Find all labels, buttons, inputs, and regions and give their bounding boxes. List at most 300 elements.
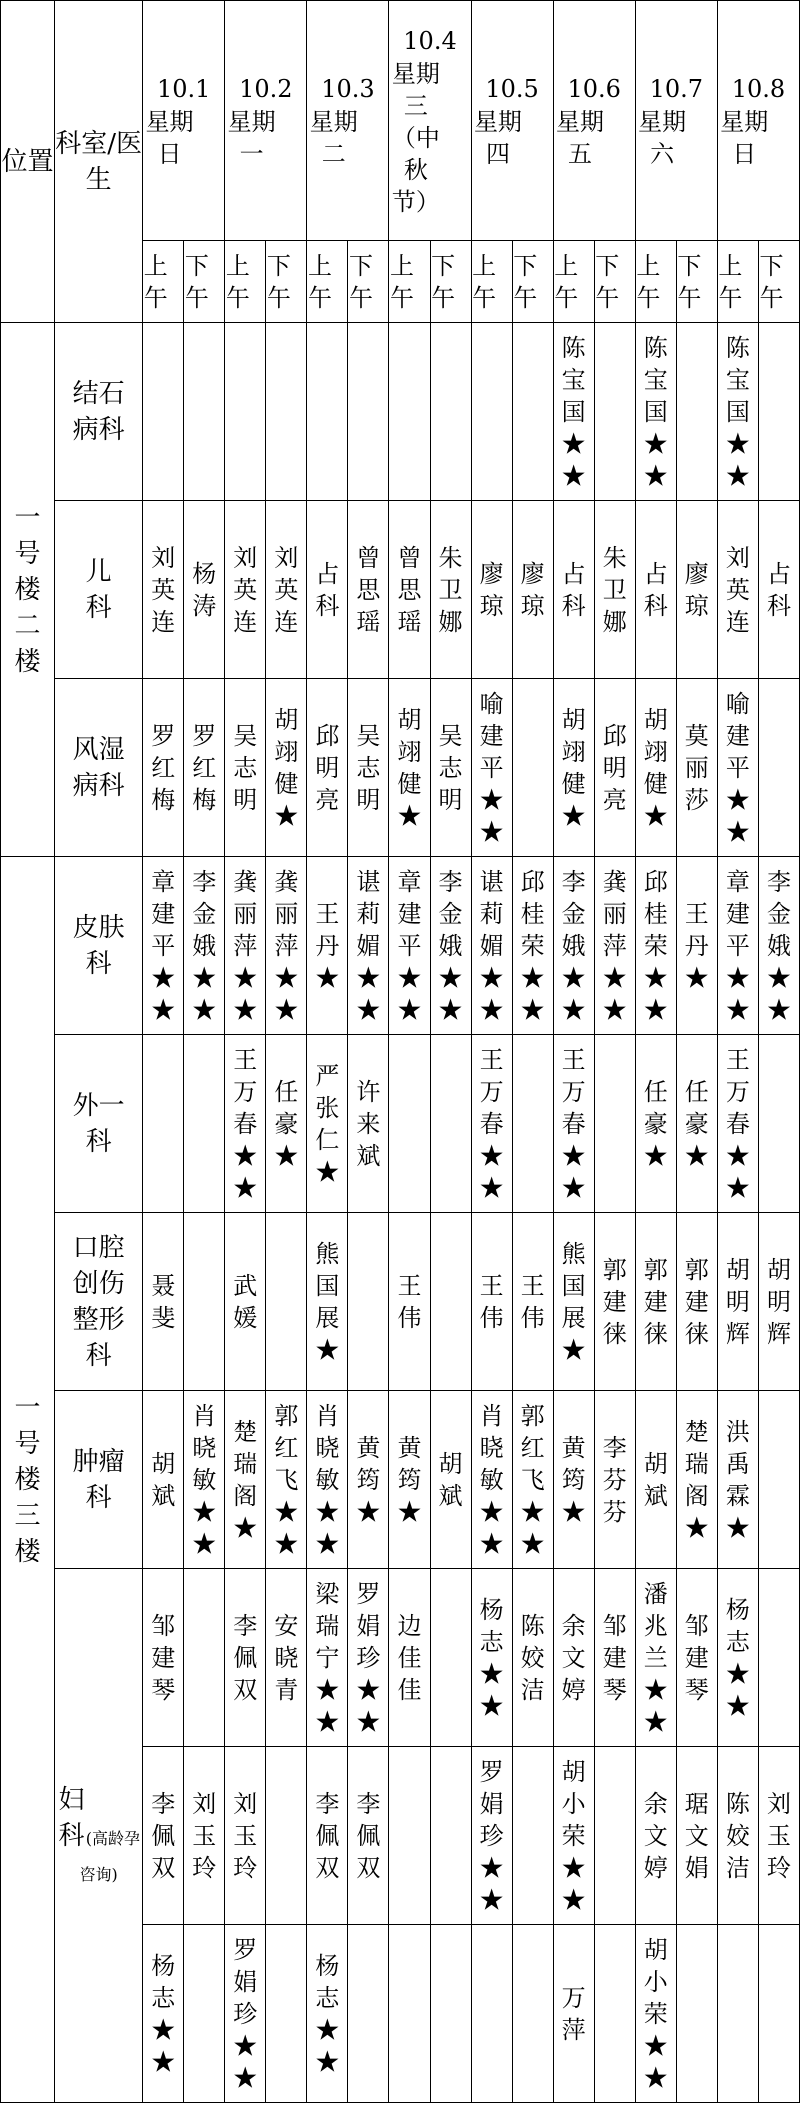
doctor-name: 占科 (561, 559, 586, 620)
doctor-name: 余文婷 (561, 1611, 586, 1704)
day-header-0 (143, 1, 225, 241)
schedule-cell (758, 1035, 799, 1213)
department-name: 妇科 (58, 1784, 85, 1851)
day-date: 10.2 (239, 74, 293, 103)
am-header (635, 241, 676, 323)
doctor-name: 胡明辉 (725, 1255, 750, 1348)
schedule-cell (594, 857, 635, 1035)
doctor-name: 肖晓敏★★ (192, 1401, 217, 1558)
floor-cell (1, 857, 55, 2103)
schedule-cell (758, 857, 799, 1035)
schedule-cell (225, 1747, 266, 1925)
doctor-name: 刘英连 (151, 543, 176, 636)
doctor-name: 陈姣洁 (725, 1789, 750, 1882)
schedule-cell (512, 323, 553, 501)
doctor-name: 王伟 (479, 1271, 504, 1332)
schedule-cell (184, 323, 225, 501)
schedule-cell (348, 679, 389, 857)
schedule-cell (635, 1035, 676, 1213)
day-header-1 (225, 1, 307, 241)
department-cell (55, 1391, 143, 1569)
schedule-cell (553, 1925, 594, 2103)
schedule-cell (717, 1569, 758, 1747)
schedule-cell (430, 1747, 471, 1925)
doctor-name: 陈宝国★★ (561, 333, 586, 490)
doctor-name: 吴志明 (356, 721, 381, 814)
day-header-5 (553, 1, 635, 241)
schedule-cell (225, 1569, 266, 1747)
doctor-name: 莫丽莎 (684, 721, 709, 814)
schedule-cell (594, 679, 635, 857)
schedule-cell (594, 501, 635, 679)
schedule-cell (266, 1035, 307, 1213)
schedule-cell (512, 857, 553, 1035)
schedule-cell (389, 679, 430, 857)
schedule-cell (266, 323, 307, 501)
schedule-cell (758, 1925, 799, 2103)
doctor-name: 郭红飞★★ (520, 1401, 545, 1558)
schedule-cell (307, 1925, 348, 2103)
doctor-name: 王万春★★ (479, 1045, 504, 1202)
doctor-name: 琚文娟 (684, 1789, 709, 1882)
schedule-cell (594, 1213, 635, 1391)
doctor-name: 曾思瑶 (356, 543, 381, 636)
day-header-4 (471, 1, 553, 241)
schedule-cell (307, 323, 348, 501)
am-header (307, 241, 348, 323)
doctor-name: 边佳佳 (397, 1611, 422, 1704)
schedule-cell (266, 857, 307, 1035)
pm-label: 下午 (349, 251, 373, 312)
doctor-name: 廖琼 (684, 559, 709, 620)
header-row-dates (1, 1, 800, 241)
schedule-cell (758, 1747, 799, 1925)
department-cell (55, 857, 143, 1035)
day-header-6 (635, 1, 717, 241)
schedule-cell (225, 679, 266, 857)
pm-label: 下午 (677, 251, 702, 312)
position-header: 位置 (1, 1, 55, 323)
schedule-cell (430, 1391, 471, 1569)
doctor-name: 胡翊健★ (397, 705, 422, 830)
doctor-name: 郭建徕 (602, 1255, 627, 1348)
doctor-name: 刘玉玲 (766, 1789, 791, 1882)
department-cell (55, 1213, 143, 1391)
doctor-name: 王丹★ (684, 899, 709, 992)
schedule-cell (635, 857, 676, 1035)
schedule-cell (389, 857, 430, 1035)
doctor-name: 刘英连 (233, 543, 258, 636)
doctor-name: 吴志明 (233, 721, 258, 814)
doctor-name: 任豪★ (274, 1077, 299, 1170)
schedule-cell (758, 1213, 799, 1391)
am-header (225, 241, 266, 323)
pm-header (758, 241, 799, 323)
schedule-cell (430, 857, 471, 1035)
pm-label: 下午 (759, 251, 784, 312)
schedule-cell (676, 1747, 717, 1925)
schedule-cell (184, 1391, 225, 1569)
am-label: 上午 (472, 251, 497, 312)
schedule-cell (307, 501, 348, 679)
schedule-cell (143, 1213, 184, 1391)
doctor-name: 任豪★ (684, 1077, 709, 1170)
schedule-cell (717, 679, 758, 857)
department-cell (55, 1569, 143, 2103)
schedule-cell (512, 1213, 553, 1391)
schedule-cell (348, 1391, 389, 1569)
schedule-cell (143, 679, 184, 857)
department-cell (55, 501, 143, 679)
schedule-cell (184, 679, 225, 857)
schedule-cell (143, 501, 184, 679)
schedule-cell (471, 679, 512, 857)
schedule-cell (717, 1925, 758, 2103)
schedule-cell (184, 857, 225, 1035)
doctor-name: 杨志★★ (151, 1951, 176, 2076)
schedule-cell (348, 1213, 389, 1391)
doctor-name: 陈姣洁 (520, 1611, 545, 1704)
doctor-name: 罗红梅 (192, 721, 217, 814)
schedule-cell (635, 323, 676, 501)
schedule-cell (348, 501, 389, 679)
schedule-cell (471, 1747, 512, 1925)
schedule-cell (471, 501, 512, 679)
day-weekday: 星期二 (309, 107, 358, 168)
doctor-name: 黄筠★ (561, 1433, 586, 1526)
doctor-name: 章建平★★ (397, 867, 422, 1024)
day-weekday: 星期六 (638, 107, 687, 168)
schedule-cell (225, 1925, 266, 2103)
doctor-name: 任豪★ (643, 1077, 668, 1170)
doctor-name: 陈宝国★★ (643, 333, 668, 490)
schedule-cell (225, 857, 266, 1035)
schedule-cell (430, 323, 471, 501)
am-header (389, 241, 430, 323)
doctor-name: 邹建琴 (602, 1611, 627, 1704)
doctor-name: 廖琼 (479, 559, 504, 620)
department-name: 肿瘤科 (72, 1446, 125, 1513)
day-weekday: 星期一 (227, 107, 276, 168)
schedule-cell (635, 1747, 676, 1925)
schedule-cell (512, 1925, 553, 2103)
doctor-name: 罗红梅 (151, 721, 176, 814)
doctor-name: 喻建平★★ (479, 689, 504, 846)
schedule-cell (225, 1213, 266, 1391)
day-date: 10.6 (567, 74, 621, 103)
am-label: 上午 (307, 251, 332, 312)
am-label: 上午 (718, 251, 743, 312)
department-note: (高龄孕咨询) (79, 1828, 141, 1884)
doctor-name: 胡小荣★★ (643, 1935, 668, 2092)
schedule-cell (758, 323, 799, 501)
pm-label: 下午 (266, 251, 291, 312)
schedule-cell (635, 501, 676, 679)
schedule-row (1, 679, 800, 857)
department-name: 皮肤科 (72, 912, 125, 979)
doctor-name: 李芬芬 (602, 1433, 627, 1526)
doctor-name: 李佩双 (233, 1611, 258, 1704)
schedule-cell (635, 1925, 676, 2103)
schedule-cell (184, 1925, 225, 2103)
am-label: 上午 (636, 251, 661, 312)
schedule-cell (348, 323, 389, 501)
schedule-cell (184, 1035, 225, 1213)
schedule-cell (430, 1213, 471, 1391)
schedule-cell (594, 1747, 635, 1925)
schedule-cell (348, 1925, 389, 2103)
schedule-cell (717, 323, 758, 501)
schedule-cell (512, 1747, 553, 1925)
doctor-name: 胡明辉 (766, 1255, 791, 1348)
doctor-name: 谌莉媚★★ (479, 867, 504, 1024)
schedule-cell (676, 1035, 717, 1213)
day-date: 10.3 (321, 74, 375, 103)
doctor-name: 胡翊健★ (643, 705, 668, 830)
pm-label: 下午 (431, 251, 456, 312)
schedule-cell (553, 1747, 594, 1925)
day-weekday: 星期四 (473, 107, 522, 168)
doctor-name: 胡斌 (643, 1449, 668, 1510)
doctor-name: 聂斐 (151, 1271, 176, 1332)
doctor-name: 郭建徕 (684, 1255, 709, 1348)
doctor-name: 万萍 (561, 1983, 586, 2044)
schedule-cell (758, 1391, 799, 1569)
schedule-cell (758, 1569, 799, 1747)
schedule-cell (676, 1213, 717, 1391)
doctor-name: 章建平★★ (725, 867, 750, 1024)
doctor-name: 罗娟珍★★ (356, 1579, 381, 1736)
am-label: 上午 (390, 251, 415, 312)
doctor-name: 李佩双 (356, 1789, 381, 1882)
doctor-name: 廖琼 (520, 559, 545, 620)
schedule-cell (676, 501, 717, 679)
schedule-cell (430, 679, 471, 857)
schedule-cell (676, 1391, 717, 1569)
doctor-name: 严张仁★ (315, 1061, 340, 1186)
schedule-cell (471, 1569, 512, 1747)
day-date: 10.7 (649, 74, 703, 103)
schedule-cell (307, 1747, 348, 1925)
doctor-name: 王伟 (397, 1271, 422, 1332)
doctor-name: 罗娟珍★★ (479, 1757, 504, 1914)
schedule-row (1, 1391, 800, 1569)
schedule-cell (307, 857, 348, 1035)
pm-header (184, 241, 225, 323)
schedule-cell (758, 501, 799, 679)
department-name: 结石病科 (72, 378, 125, 445)
doctor-name: 刘玉玲 (192, 1789, 217, 1882)
schedule-cell (225, 1391, 266, 1569)
doctor-name: 潘兆兰★★ (643, 1579, 668, 1736)
day-date: 10.1 (157, 74, 211, 103)
doctor-name: 王丹★ (315, 899, 340, 992)
doctor-name: 梁瑞宁★★ (315, 1579, 340, 1736)
doctor-name: 杨志★★ (479, 1595, 504, 1720)
doctor-name: 朱卫娜 (438, 543, 463, 636)
doctor-name: 胡斌 (151, 1449, 176, 1510)
doctor-name: 胡翊健★ (561, 705, 586, 830)
doctor-name: 罗娟珍★★ (233, 1935, 258, 2092)
schedule-cell (143, 1569, 184, 1747)
day-weekday: 星期日 (145, 107, 194, 168)
schedule-cell (594, 323, 635, 501)
schedule-row (1, 1569, 800, 1747)
am-header (717, 241, 758, 323)
department-name: 儿科 (85, 556, 112, 623)
doctor-name: 许来斌 (356, 1077, 381, 1170)
doctor-name: 王伟 (520, 1271, 545, 1332)
doctor-name: 刘英连 (274, 543, 299, 636)
schedule-row (1, 857, 800, 1035)
doctor-name: 余文婷 (643, 1789, 668, 1882)
schedule-cell (307, 1391, 348, 1569)
day-header-3 (389, 1, 471, 241)
schedule-cell (553, 679, 594, 857)
schedule-cell (512, 1569, 553, 1747)
doctor-name: 占科 (315, 559, 340, 620)
schedule-cell (184, 1747, 225, 1925)
day-date: 10.4 (403, 26, 457, 55)
doctor-name: 刘玉玲 (233, 1789, 258, 1882)
schedule-cell (266, 1747, 307, 1925)
pm-header (348, 241, 389, 323)
schedule-cell (184, 501, 225, 679)
schedule-cell (594, 1569, 635, 1747)
doctor-name: 邱桂荣★★ (520, 867, 545, 1024)
doctor-name: 王万春★★ (725, 1045, 750, 1202)
schedule-cell (594, 1925, 635, 2103)
floor-cell (1, 323, 55, 857)
schedule-cell (717, 1213, 758, 1391)
schedule-cell (553, 1569, 594, 1747)
doctor-name: 杨涛 (192, 559, 217, 620)
schedule-cell (512, 1035, 553, 1213)
pm-header (266, 241, 307, 323)
doctor-name: 安晓青 (274, 1611, 299, 1704)
schedule-cell (143, 1035, 184, 1213)
doctor-name: 刘英连 (725, 543, 750, 636)
day-header-2 (307, 1, 389, 241)
schedule-cell (225, 323, 266, 501)
schedule-cell (471, 857, 512, 1035)
doctor-name: 邱明亮 (602, 721, 627, 814)
schedule-cell (348, 1569, 389, 1747)
pm-header (594, 241, 635, 323)
doctor-name: 洪禹霖★ (725, 1417, 750, 1542)
schedule-cell (676, 1925, 717, 2103)
doctor-name: 王万春★★ (233, 1045, 258, 1202)
schedule-cell (307, 1213, 348, 1391)
schedule-row (1, 323, 800, 501)
schedule-cell (143, 857, 184, 1035)
schedule-row (1, 501, 800, 679)
schedule-cell (635, 679, 676, 857)
day-date: 10.8 (731, 74, 786, 103)
doctor-name: 李金娥★★ (438, 867, 463, 1024)
schedule-cell (184, 1569, 225, 1747)
doctor-name: 喻建平★★ (725, 689, 750, 846)
schedule-cell (143, 1747, 184, 1925)
am-header (143, 241, 184, 323)
schedule-cell (471, 1035, 512, 1213)
pm-header (676, 241, 717, 323)
schedule-cell (594, 1035, 635, 1213)
doctor-name: 黄筠★ (397, 1433, 422, 1526)
department-cell (55, 679, 143, 857)
schedule-cell (471, 1213, 512, 1391)
doctor-name: 李佩双 (151, 1789, 176, 1882)
pm-label: 下午 (184, 251, 209, 312)
schedule-cell (635, 1213, 676, 1391)
doctor-name: 楚瑞阁★ (684, 1417, 709, 1542)
doctor-name: 占科 (643, 559, 668, 620)
schedule-cell (266, 1213, 307, 1391)
doctor-name: 龚丽萍★★ (233, 867, 258, 1024)
doctor-name: 肖晓敏★★ (315, 1401, 340, 1558)
schedule-cell (266, 1925, 307, 2103)
schedule-cell (553, 1391, 594, 1569)
pm-header (430, 241, 471, 323)
doctor-name: 邱明亮 (315, 721, 340, 814)
doctor-name: 李佩双 (315, 1789, 340, 1882)
day-header-7 (717, 1, 799, 241)
schedule-cell (717, 1747, 758, 1925)
doctor-name: 龚丽萍★★ (274, 867, 299, 1024)
schedule-cell (389, 323, 430, 501)
doctor-name: 龚丽萍★★ (602, 867, 627, 1024)
schedule-cell (553, 323, 594, 501)
pm-label: 下午 (513, 251, 538, 312)
doctor-name: 熊国展★ (561, 1239, 586, 1364)
schedule-cell (676, 857, 717, 1035)
schedule-cell (143, 323, 184, 501)
schedule-cell (717, 857, 758, 1035)
schedule-cell (717, 1035, 758, 1213)
doctor-name: 谌莉媚★★ (356, 867, 381, 1024)
schedule-cell (389, 1569, 430, 1747)
doctor-name: 陈宝国★★ (725, 333, 750, 490)
schedule-cell (389, 1035, 430, 1213)
schedule-cell (758, 679, 799, 857)
schedule-cell (307, 679, 348, 857)
schedule-cell (635, 1569, 676, 1747)
department-cell (55, 323, 143, 501)
pm-header (512, 241, 553, 323)
dept-doctor-header: 科室/医生 (55, 1, 143, 323)
doctor-name: 郭红飞★★ (274, 1401, 299, 1558)
doctor-name: 占科 (766, 559, 791, 620)
schedule-cell (225, 501, 266, 679)
doctor-name: 王万春★★ (561, 1045, 586, 1202)
am-header (553, 241, 594, 323)
schedule-cell (553, 857, 594, 1035)
schedule-cell (676, 679, 717, 857)
department-name: 风湿病科 (72, 734, 125, 801)
schedule-cell (307, 1569, 348, 1747)
schedule-cell (266, 1569, 307, 1747)
doctor-name: 胡斌 (438, 1449, 463, 1510)
doctor-name: 吴志明 (438, 721, 463, 814)
doctor-name: 熊国展★ (315, 1239, 340, 1364)
schedule-cell (471, 1391, 512, 1569)
schedule-cell (430, 501, 471, 679)
schedule-cell (635, 1391, 676, 1569)
day-weekday: 星期日 (720, 107, 769, 168)
floor-label: 一号楼三楼 (14, 1392, 41, 1567)
schedule-cell (676, 1569, 717, 1747)
floor-label: 一号楼二楼 (14, 502, 41, 677)
